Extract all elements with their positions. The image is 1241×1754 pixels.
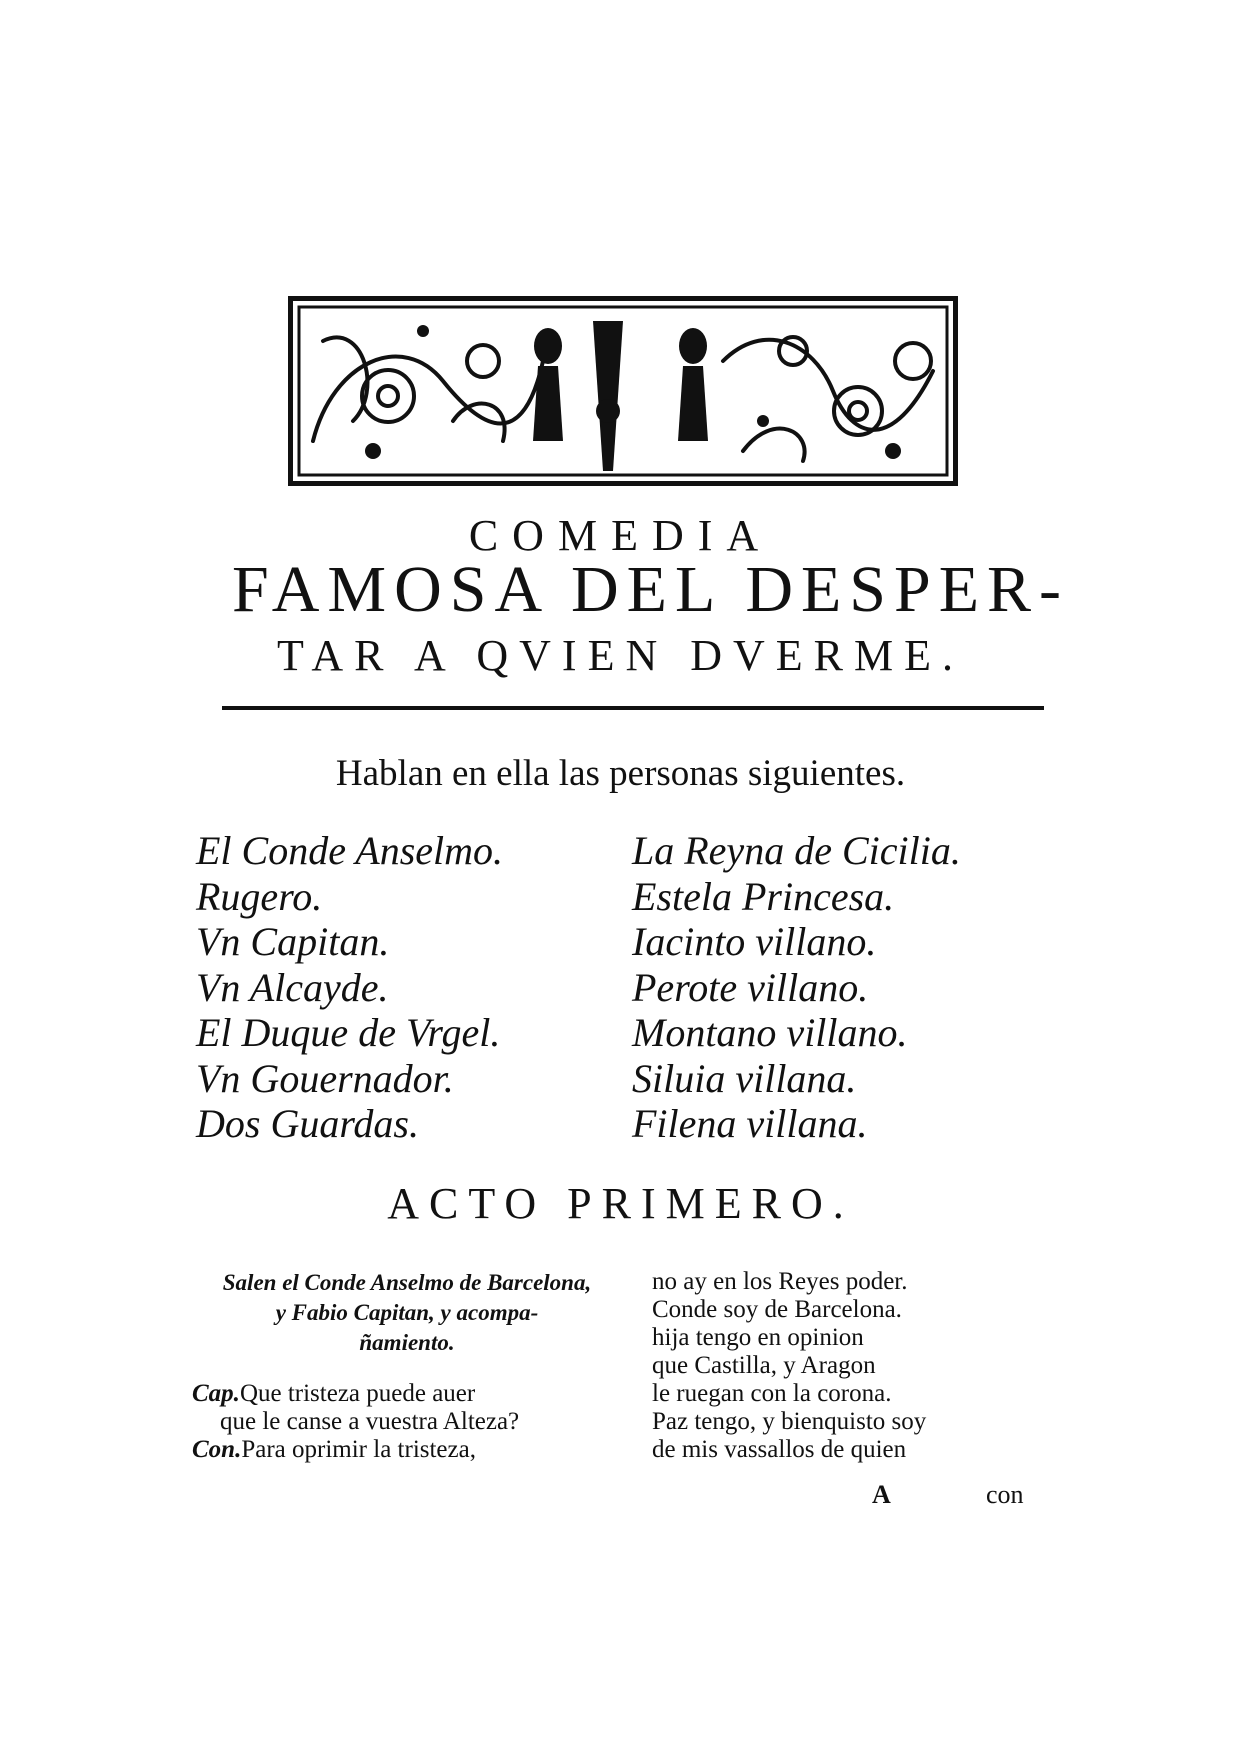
cast-item: Filena villana. bbox=[632, 1101, 868, 1146]
verse-line: Conde soy de Barcelona. bbox=[652, 1296, 902, 1323]
verse-line: de mis vassallos de quien bbox=[652, 1436, 907, 1463]
verse-line: que Castilla, y Aragon bbox=[652, 1352, 876, 1379]
cast-item: Perote villano. bbox=[632, 964, 869, 1010]
speaker-label: Cap. bbox=[192, 1380, 240, 1407]
cast-item: Montano villano. bbox=[632, 1010, 908, 1055]
signature-mark: A bbox=[872, 1480, 891, 1509]
stage-direction-line: y Fabio Capitan, y acompa- bbox=[275, 1300, 539, 1325]
title-rule bbox=[222, 706, 1044, 710]
verse-line: hija tengo en opinion bbox=[652, 1324, 864, 1351]
cast-item: Estela Princesa. bbox=[632, 873, 895, 919]
dramatis-personae-heading: Hablan en ella las personas siguientes. bbox=[335, 753, 906, 794]
woodcut-headpiece-icon bbox=[288, 296, 958, 486]
cast-item: Iacinto villano. bbox=[632, 919, 877, 964]
verse-line bbox=[192, 1408, 519, 1436]
catchword: con bbox=[986, 1480, 1024, 1509]
cast-item: Siluia villana. bbox=[632, 1055, 857, 1101]
dialogue-column-right bbox=[652, 1268, 926, 1464]
verse-text: que le canse a vuestra Alteza? bbox=[220, 1408, 520, 1435]
cast-item: El Duque de Vrgel. bbox=[196, 1010, 501, 1055]
stage-direction bbox=[192, 1268, 622, 1358]
cast-item: La Reyna de Cicilia. bbox=[632, 828, 961, 873]
verse-text: Que tristeza puede auer bbox=[239, 1380, 476, 1407]
cast-item: El Conde Anselmo. bbox=[196, 828, 504, 873]
title-comedia: COMEDIA bbox=[468, 511, 773, 560]
verse-text: Para oprimir la tristeza, bbox=[241, 1436, 476, 1463]
verse-line: le ruegan con la corona. bbox=[652, 1380, 892, 1407]
title-main: FAMOSA DEL DESPER- bbox=[231, 553, 1070, 626]
cast-item: Vn Capitan. bbox=[196, 919, 390, 964]
speaker-label: Con. bbox=[192, 1436, 242, 1463]
cast-item: Rugero. bbox=[196, 873, 323, 919]
verse-line bbox=[192, 1380, 519, 1408]
cast-list-left bbox=[196, 828, 503, 1147]
act-heading: ACTO PRIMERO. bbox=[387, 1179, 854, 1228]
verse-line bbox=[192, 1436, 519, 1464]
cast-item: Dos Guardas. bbox=[196, 1101, 419, 1146]
dialogue-column-left bbox=[192, 1380, 519, 1464]
stage-direction-line: ñamiento. bbox=[359, 1330, 455, 1355]
title-continuation: TAR A QVIEN DVERME. bbox=[276, 631, 965, 680]
cast-item: Vn Gouernador. bbox=[196, 1055, 454, 1101]
verse-line: no ay en los Reyes poder. bbox=[652, 1268, 908, 1295]
cast-item: Vn Alcayde. bbox=[196, 964, 389, 1010]
verse-line: Paz tengo, y bienquisto soy bbox=[652, 1408, 927, 1435]
stage-direction-line: Salen el Conde Anselmo de Barcelona, bbox=[222, 1270, 592, 1295]
cast-list-right bbox=[632, 828, 961, 1147]
